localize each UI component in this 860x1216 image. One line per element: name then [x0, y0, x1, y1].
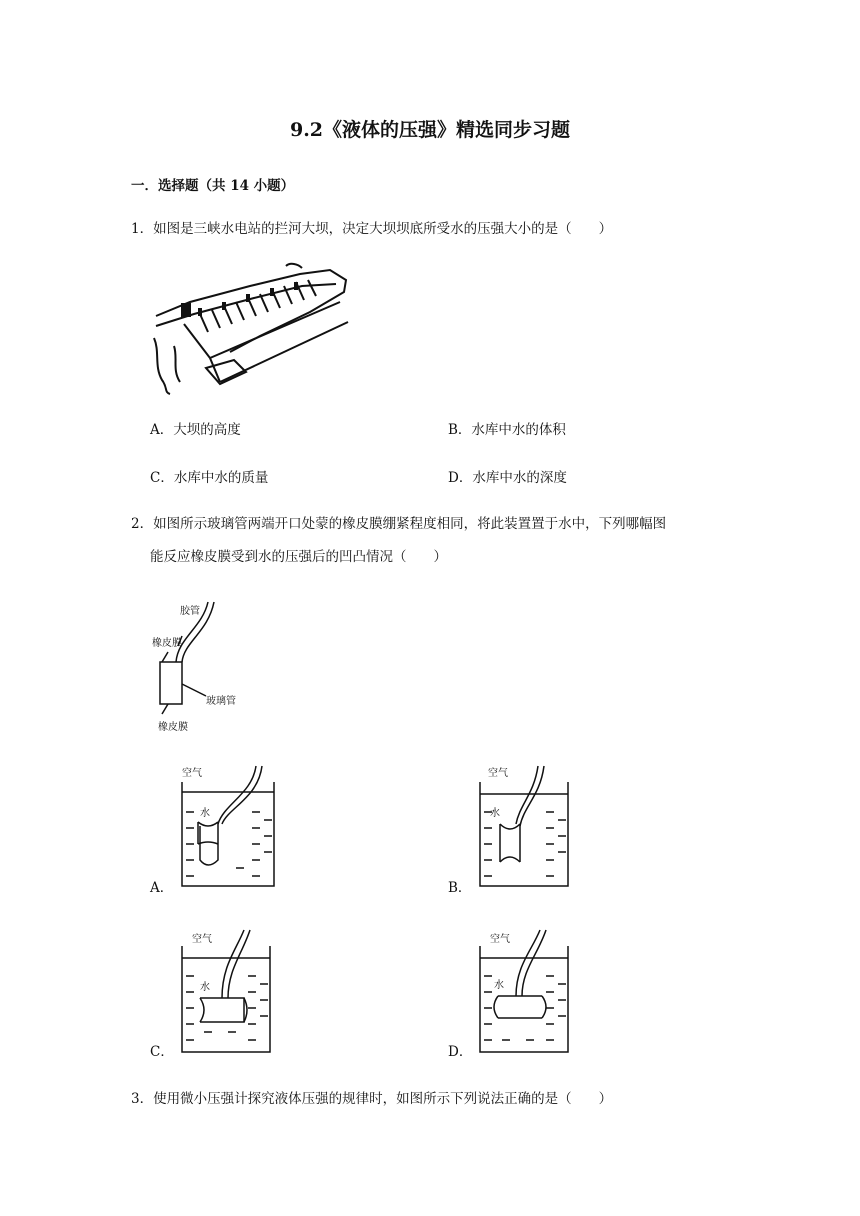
glass-tube-apparatus — [150, 598, 260, 738]
dam-illustration — [150, 262, 350, 394]
question-2-stem-line2: 能反应橡皮膜受到水的压强后的凹凸情况（ ） — [150, 549, 447, 565]
q1-option-b[interactable]: B．水库中水的体积 — [448, 422, 566, 438]
label-membrane-top: 橡皮膜 — [152, 638, 182, 649]
q1-option-a[interactable]: A．大坝的高度 — [150, 422, 241, 438]
q2-option-b[interactable]: B． — [448, 880, 472, 896]
page-title: 9.2《液体的压强》精选同步习题 — [289, 119, 571, 141]
air-label: 空气 — [488, 768, 508, 779]
air-label: 空气 — [192, 934, 212, 945]
q2-diagram-d[interactable] — [476, 926, 572, 1054]
label-hose: 胶管 — [180, 606, 200, 617]
water-label: 水 — [200, 982, 210, 993]
q2-option-a[interactable]: A． — [150, 880, 174, 896]
section-heading: 一．选择题（共 14 小题） — [131, 178, 295, 194]
air-label: 空气 — [490, 934, 510, 945]
q2-option-d[interactable]: D． — [448, 1044, 473, 1060]
water-label: 水 — [490, 808, 500, 819]
q1-option-d[interactable]: D．水库中水的深度 — [448, 470, 567, 486]
question-2-stem-line1: 2．如图所示玻璃管两端开口处蒙的橡皮膜绷紧程度相同，将此装置置于水中，下列哪幅图 — [131, 516, 667, 532]
q2-diagram-a[interactable] — [178, 764, 278, 888]
air-label: 空气 — [182, 768, 202, 779]
q2-diagram-b[interactable] — [476, 764, 572, 888]
question-3-stem: 3．使用微小压强计探究液体压强的规律时，如图所示下列说法正确的是（ ） — [131, 1091, 613, 1107]
q1-option-c[interactable]: C．水库中水的质量 — [150, 470, 269, 486]
label-glass-tube: 玻璃管 — [206, 696, 236, 707]
label-membrane-bottom: 橡皮膜 — [158, 722, 188, 733]
q2-option-c[interactable]: C． — [150, 1044, 174, 1060]
q2-diagram-c[interactable] — [178, 926, 274, 1054]
water-label: 水 — [494, 980, 504, 991]
water-label: 水 — [200, 808, 210, 819]
question-1-stem: 1．如图是三峡水电站的拦河大坝，决定大坝坝底所受水的压强大小的是（ ） — [131, 221, 613, 237]
